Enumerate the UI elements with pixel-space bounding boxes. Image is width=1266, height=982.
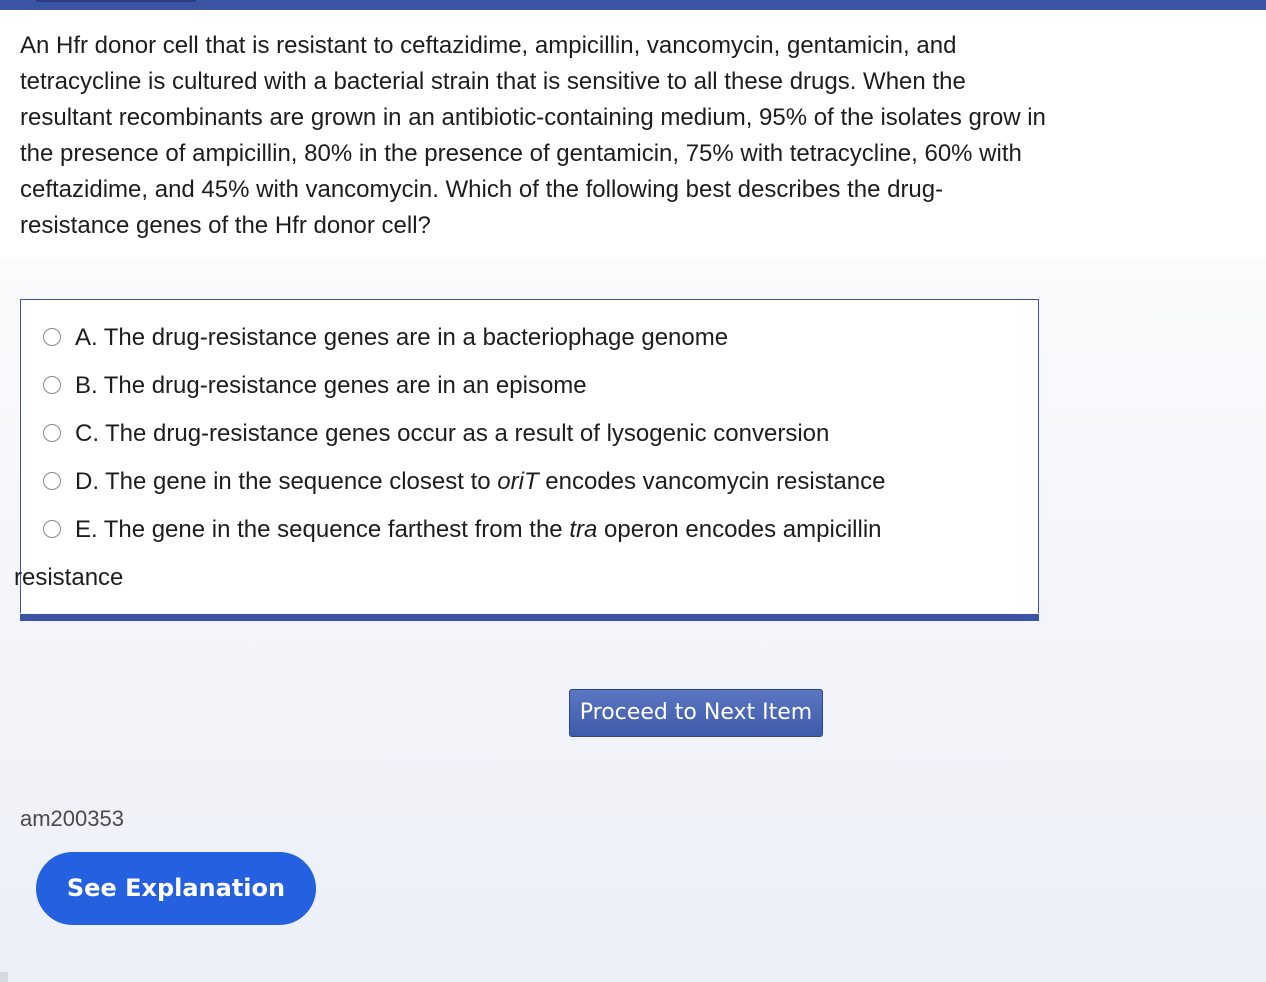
- scrollbar-corner: [0, 972, 8, 982]
- option-text-italic: oriT: [497, 468, 539, 495]
- top-bar-tab: [36, 0, 196, 2]
- question-stem: An Hfr donor cell that is resistant to ceftazidime, ampicillin, vancomycin, gentamicin, and tetracycline is cultured with a bacterial strain that is sensitive to all these drugs. When the resultant recombinants are grown in an antibiotic-containing medium, 95% of the isolates grow in the presence of ampicillin, 80% in the presence of gentamicin, 75% with tetracycline, 60% with ceftazidime, and 45% with vancomycin. Which of the following best describes the drug-resistance genes of the Hfr donor cell?: [20, 32, 1046, 239]
- option-letter: D.: [75, 468, 99, 495]
- option-text-after: encodes vancomycin resistance: [538, 468, 886, 495]
- option-text-before: The gene in the sequence closest to: [105, 468, 498, 495]
- option-text: The drug-resistance genes are in an episome: [103, 372, 587, 399]
- item-id: am200353: [20, 806, 124, 831]
- option-text-italic: tra: [569, 516, 598, 543]
- radio-button-e[interactable]: [43, 520, 61, 538]
- answer-box-bottom-border: [20, 614, 1039, 621]
- question-block: [0, 10, 1266, 260]
- radio-button-c[interactable]: [43, 424, 61, 442]
- top-bar: [0, 0, 1266, 10]
- option-d[interactable]: [43, 458, 1033, 506]
- option-letter: B.: [75, 372, 98, 399]
- radio-button-d[interactable]: [43, 472, 61, 490]
- option-c[interactable]: [43, 410, 1033, 458]
- option-text: The drug-resistance genes occur as a result of lysogenic conversion: [105, 420, 830, 447]
- option-text: The drug-resistance genes are in a bacteriophage genome: [103, 324, 729, 351]
- option-letter: E.: [75, 516, 98, 543]
- option-e-wrap: resistance: [14, 564, 124, 591]
- answer-choices: [20, 299, 1039, 613]
- see-explanation-button[interactable]: See Explanation: [36, 852, 316, 925]
- radio-button-b[interactable]: [43, 376, 61, 394]
- option-b[interactable]: [43, 362, 1033, 410]
- option-e[interactable]: [43, 506, 1033, 554]
- option-text-before: The gene in the sequence farthest from the: [103, 516, 570, 543]
- radio-button-a[interactable]: [43, 328, 61, 346]
- option-text-after: operon encodes ampicillin: [597, 516, 882, 543]
- option-letter: A.: [75, 324, 98, 351]
- proceed-to-next-item-button[interactable]: Proceed to Next Item: [569, 689, 823, 737]
- option-letter: C.: [75, 420, 99, 447]
- option-a[interactable]: [43, 314, 1033, 362]
